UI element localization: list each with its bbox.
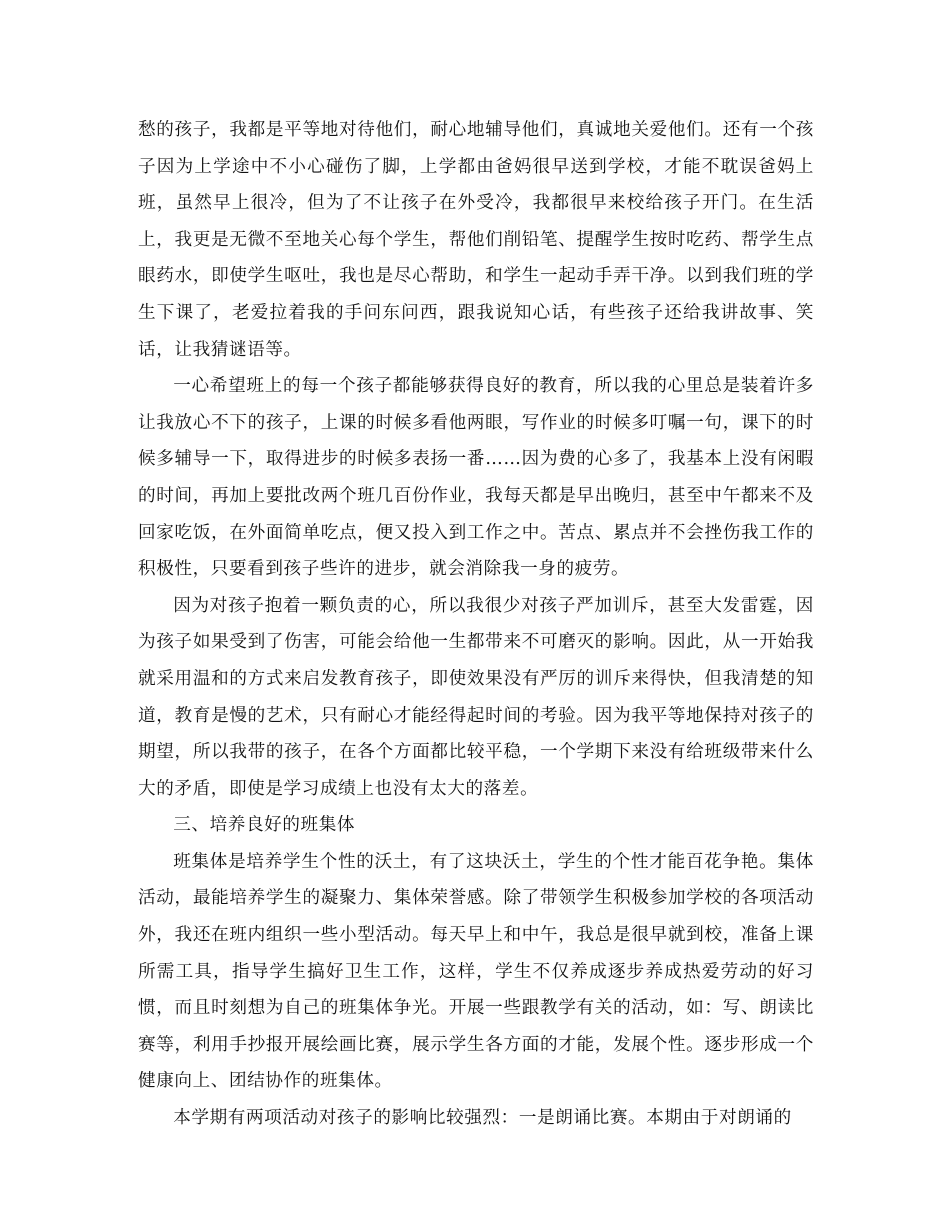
document-body	[138, 112, 814, 1137]
paragraph-4: 班集体是培养学生个性的沃土，有了这块沃土，学生的个性才能百花争艳。集体活动，最能培养学生的凝聚力、集体荣誉感。除了带领学生积极参加学校的各项活动外，我还在班内组织一些小型活动。每天早上和中午，我总是很早就到校，准备上课所需工具，指导学生搞好卫生工作，这样，学生不仅养成逐步养成热爱劳动的好习惯，而且时刻想为自己的班集体争光。开展一些跟教学有关的活动，如：写、朗读比赛等，利用手抄报开展绘画比赛，展示学生各方面的才能，发展个性。逐步形成一个健康向上、团结协作的班集体。	[138, 851, 814, 1092]
paragraph-2: 一心希望班上的每一个孩子都能够获得良好的教育，所以我的心里总是装着许多让我放心不下的孩子，上课的时候多看他两眼，写作业的时候多叮嘱一句，课下的时候多辅导一下，取得进步的时候多表扬一番……因为费的心多了，我基本上没有闲暇的时间，再加上要批改两个班几百份作业，我每天都是早出晚归，甚至中午都来不及回家吃饭，在外面简单吃点，便又投入到工作之中。苦点、累点并不会挫伤我工作的积极性，只要看到孩子些许的进步，就会消除我一身的疲劳。	[138, 376, 814, 580]
paragraph-3: 因为对孩子抱着一颗负责的心，所以我很少对孩子严加训斥，甚至大发雷霆，因为孩子如果受到了伤害，可能会给他一生都带来不可磨灭的影响。因此，从一开始我就采用温和的方式来启发教育孩子，即使效果没有严厉的训斥来得快，但我清楚的知道，教育是慢的艺术，只有耐心才能经得起时间的考验。因为我平等地保持对孩子的期望，所以我带的孩子，在各个方面都比较平稳，一个学期下来没有给班级带来什么大的矛盾，即使是学习成绩上也没有太大的落差。	[138, 595, 814, 799]
paragraph-1: 愁的孩子，我都是平等地对待他们，耐心地辅导他们，真诚地关爱他们。还有一个孩子因为上学途中不小心碰伤了脚，上学都由爸妈很早送到学校，才能不耽误爸妈上班，虽然早上很冷，但为了不让孩子在外受冷，我都很早来校给孩子开门。在生活上，我更是无微不至地关心每个学生，帮他们削铅笔、提醒学生按时吃药、帮学生点眼药水，即使学生呕吐，我也是尽心帮助，和学生一起动手弄干净。以到我们班的学生下课了，老爱拉着我的手问东问西，跟我说知心话，有些孩子还给我讲故事、笑话，让我猜谜语等。	[138, 120, 814, 360]
section-heading: 三、培养良好的班集体	[173, 815, 356, 836]
paragraph-5: 本学期有两项活动对孩子的影响比较强烈：一是朗诵比赛。本期由于对朗诵的	[173, 1108, 792, 1129]
